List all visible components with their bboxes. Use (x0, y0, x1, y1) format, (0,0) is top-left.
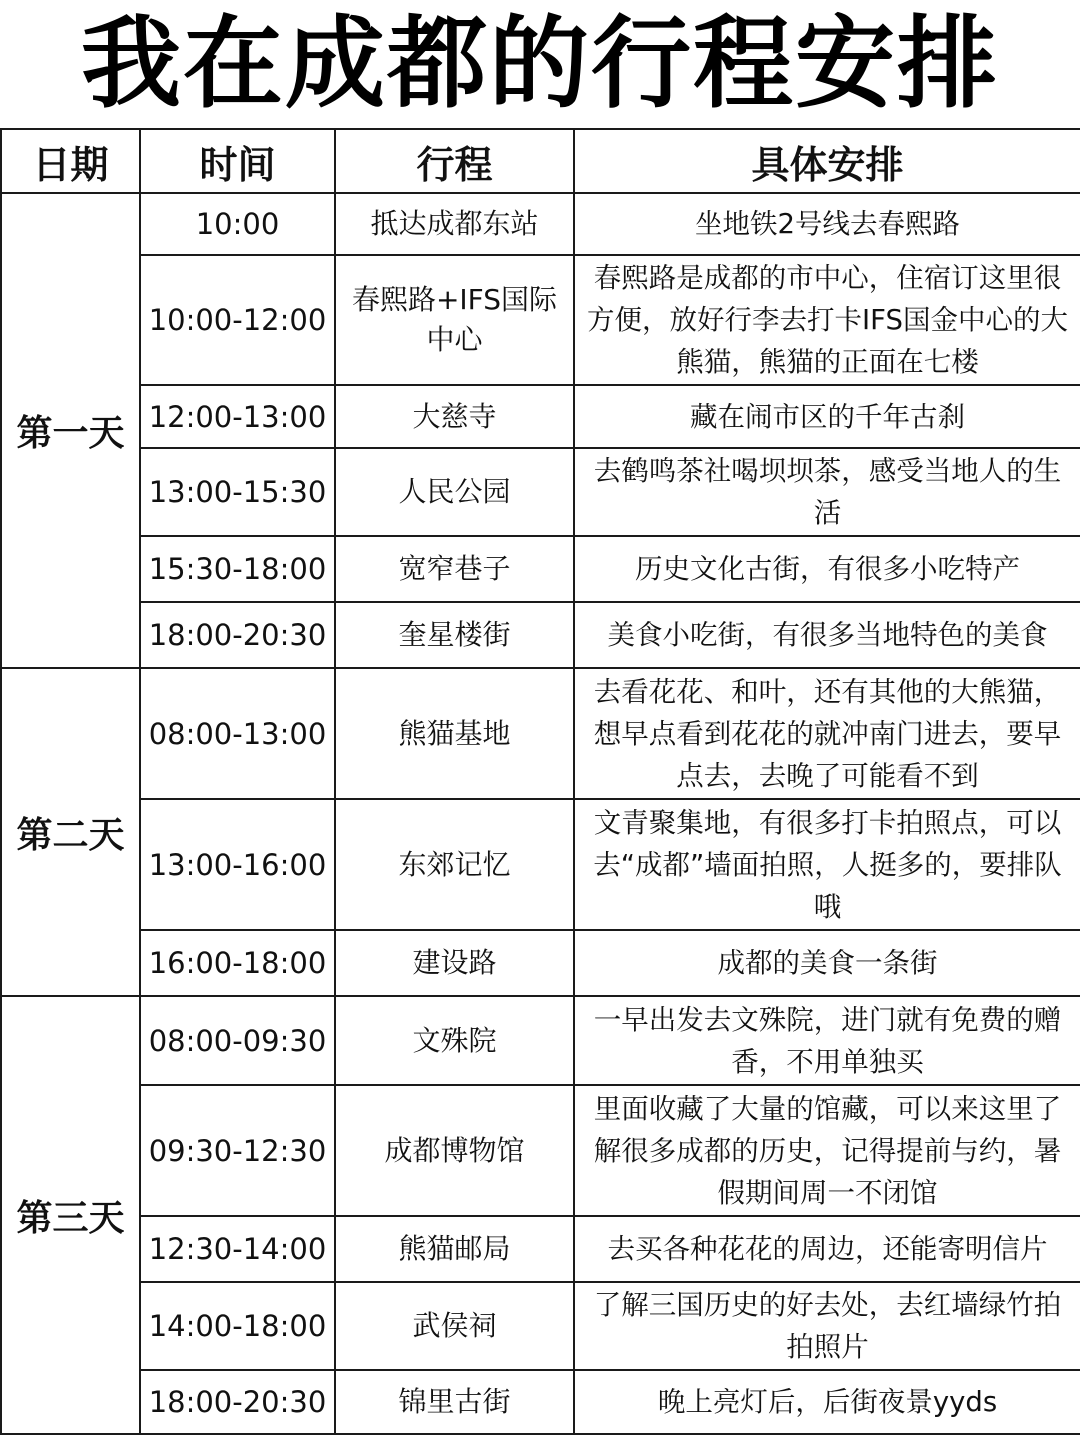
time-cell: 12:00-13:00 (140, 385, 335, 448)
place-cell: 奎星楼街 (335, 602, 574, 668)
detail-cell: 去买各种花花的周边，还能寄明信片 (574, 1216, 1080, 1282)
table-row (1, 448, 1080, 536)
time-cell: 18:00-20:30 (140, 602, 335, 668)
table-row (1, 1216, 1080, 1282)
place-cell: 东郊记忆 (335, 799, 574, 930)
table-row (1, 799, 1080, 930)
detail-cell: 成都的美食一条街 (574, 930, 1080, 996)
column-header-date: 日期 (1, 129, 140, 193)
column-header-time: 时间 (140, 129, 335, 193)
time-cell: 14:00-18:00 (140, 1282, 335, 1370)
time-cell: 10:00-12:00 (140, 255, 335, 385)
day-label: 第三天 (1, 996, 140, 1434)
column-header-itinerary: 行程 (335, 129, 574, 193)
place-cell: 春熙路+IFS国际中心 (335, 255, 574, 385)
place-cell: 宽窄巷子 (335, 536, 574, 602)
day-label: 第一天 (1, 193, 140, 668)
time-cell: 08:00-09:30 (140, 996, 335, 1085)
place-cell: 熊猫基地 (335, 668, 574, 799)
table-row (1, 996, 1080, 1085)
time-cell: 13:00-16:00 (140, 799, 335, 930)
table-row (1, 668, 1080, 799)
table-row (1, 1085, 1080, 1216)
place-cell: 熊猫邮局 (335, 1216, 574, 1282)
table-row (1, 602, 1080, 668)
detail-cell: 晚上亮灯后，后街夜景yyds (574, 1370, 1080, 1434)
detail-cell: 坐地铁2号线去春熙路 (574, 193, 1080, 255)
table-header-row (1, 129, 1080, 193)
place-cell: 锦里古街 (335, 1370, 574, 1434)
table-row (1, 255, 1080, 385)
place-cell: 人民公园 (335, 448, 574, 536)
table-row (1, 193, 1080, 255)
table-row (1, 385, 1080, 448)
detail-cell: 文青聚集地，有很多打卡拍照点，可以去“成都”墙面拍照，人挺多的，要排队哦 (574, 799, 1080, 930)
time-cell: 16:00-18:00 (140, 930, 335, 996)
table-row (1, 536, 1080, 602)
place-cell: 大慈寺 (335, 385, 574, 448)
detail-cell: 去看花花、和叶，还有其他的大熊猫，想早点看到花花的就冲南门进去，要早点去，去晚了可能看不到 (574, 668, 1080, 799)
detail-cell: 历史文化古街，有很多小吃特产 (574, 536, 1080, 602)
place-cell: 武侯祠 (335, 1282, 574, 1370)
time-cell: 13:00-15:30 (140, 448, 335, 536)
detail-cell: 了解三国历史的好去处，去红墙绿竹拍拍照片 (574, 1282, 1080, 1370)
table-row (1, 1370, 1080, 1434)
place-cell: 成都博物馆 (335, 1085, 574, 1216)
table-row (1, 1282, 1080, 1370)
detail-cell: 春熙路是成都的市中心，住宿订这里很方便，放好行李去打卡IFS国金中心的大熊猫，熊猫的正面在七楼 (574, 255, 1080, 385)
place-cell: 抵达成都东站 (335, 193, 574, 255)
time-cell: 10:00 (140, 193, 335, 255)
detail-cell: 藏在闹市区的千年古刹 (574, 385, 1080, 448)
day-label: 第二天 (1, 668, 140, 996)
detail-cell: 去鹤鸣茶社喝坝坝茶，感受当地人的生活 (574, 448, 1080, 536)
detail-cell: 一早出发去文殊院，进门就有免费的赠香，不用单独买 (574, 996, 1080, 1085)
time-cell: 09:30-12:30 (140, 1085, 335, 1216)
time-cell: 18:00-20:30 (140, 1370, 335, 1434)
place-cell: 建设路 (335, 930, 574, 996)
time-cell: 15:30-18:00 (140, 536, 335, 602)
time-cell: 08:00-13:00 (140, 668, 335, 799)
table-row (1, 930, 1080, 996)
itinerary-table (0, 128, 1080, 1435)
page-title: 我在成都的行程安排 (81, 5, 999, 122)
column-header-details: 具体安排 (574, 129, 1080, 193)
time-cell: 12:30-14:00 (140, 1216, 335, 1282)
detail-cell: 里面收藏了大量的馆藏，可以来这里了解很多成都的历史，记得提前与约，暑假期间周一不闭馆 (574, 1085, 1080, 1216)
detail-cell: 美食小吃街，有很多当地特色的美食 (574, 602, 1080, 668)
place-cell: 文殊院 (335, 996, 574, 1085)
